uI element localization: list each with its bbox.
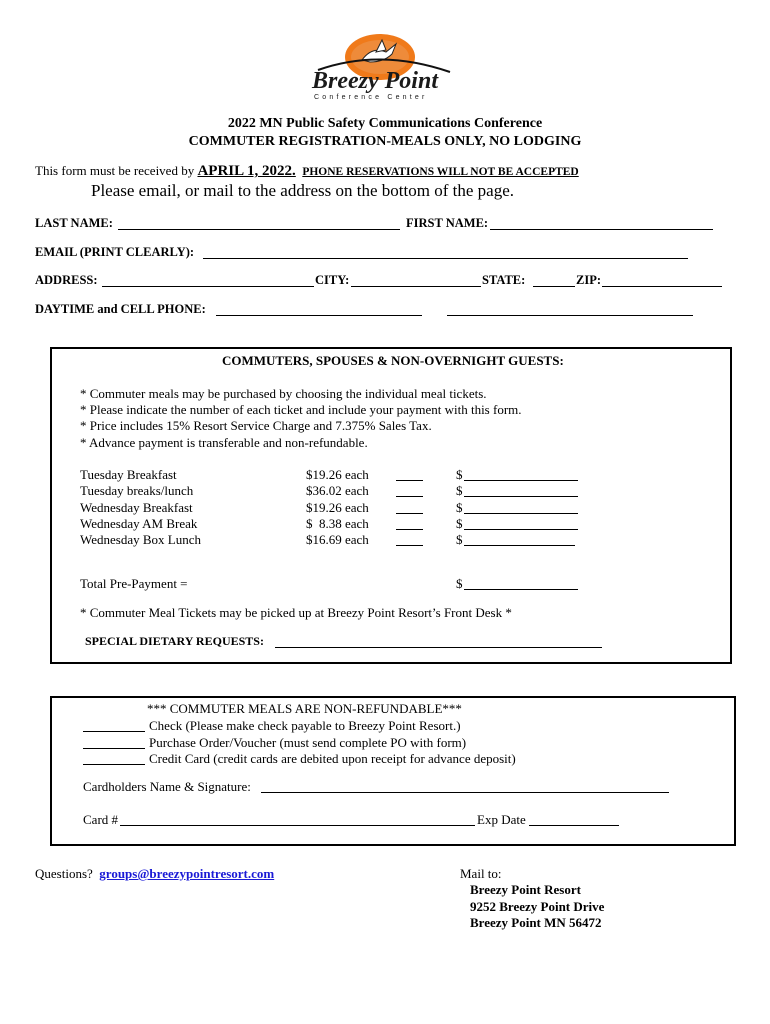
meal-amount-field[interactable]	[464, 516, 578, 530]
last-name-field[interactable]	[118, 216, 400, 230]
meal-qty-field[interactable]	[396, 532, 423, 546]
daytime-phone-field[interactable]	[216, 302, 422, 316]
meal-name: Wednesday Breakfast	[80, 500, 193, 515]
credit-card-option-blank[interactable]	[83, 751, 145, 765]
meal-name: Wednesday Box Lunch	[80, 532, 201, 547]
meal-bullet: * Price includes 15% Resort Service Charge and 7.375% Sales Tax.	[80, 418, 432, 433]
cell-phone-field[interactable]	[447, 302, 693, 316]
exp-date-label: Exp Date	[477, 812, 526, 827]
last-name-label: LAST NAME:	[35, 216, 113, 230]
meal-qty-field[interactable]	[396, 500, 423, 514]
meal-name: Tuesday Breakfast	[80, 467, 177, 482]
address-field[interactable]	[102, 273, 314, 287]
phone-label: DAYTIME and CELL PHONE:	[35, 302, 206, 316]
phone-notice: PHONE RESERVATIONS WILL NOT BE ACCEPTED	[302, 166, 579, 178]
deadline-notice	[35, 163, 579, 180]
city-label: CITY:	[315, 273, 350, 287]
meal-dollar: $	[456, 532, 463, 547]
credit-card-option-label: Credit Card (credit cards are debited upon receipt for advance deposit)	[149, 751, 516, 766]
total-amount-field[interactable]	[464, 576, 578, 590]
mail-address-line: 9252 Breezy Point Drive	[470, 899, 605, 914]
po-option-blank[interactable]	[83, 735, 145, 749]
mail-address-line: Breezy Point Resort	[470, 882, 581, 897]
meal-amount-field[interactable]	[464, 532, 575, 546]
email-field[interactable]	[203, 245, 688, 259]
form-title: COMMUTER REGISTRATION-MEALS ONLY, NO LODGING	[188, 134, 582, 149]
meal-price: $19.26 each	[306, 500, 369, 515]
zip-field[interactable]	[602, 273, 722, 287]
meals-box-heading: COMMUTERS, SPOUSES & NON-OVERNIGHT GUESTS:	[222, 353, 564, 368]
address-label: ADDRESS:	[35, 273, 98, 287]
total-dollar: $	[456, 576, 463, 591]
meal-dollar: $	[456, 516, 463, 531]
meal-dollar: $	[456, 500, 463, 515]
zip-label: ZIP:	[576, 273, 601, 287]
meal-bullet: * Please indicate the number of each ticket and include your payment with this form.	[80, 402, 522, 417]
meal-price: $16.69 each	[306, 532, 369, 547]
card-number-label: Card #	[83, 812, 119, 827]
state-label: STATE:	[482, 273, 526, 287]
meal-amount-field[interactable]	[464, 467, 578, 481]
meal-price: $19.26 each	[306, 467, 369, 482]
card-number-field[interactable]	[120, 812, 475, 826]
dietary-field[interactable]	[275, 634, 602, 648]
breezy-point-logo-graphic	[300, 30, 460, 102]
check-option-blank[interactable]	[83, 718, 145, 732]
deadline-pre: This form must be received by	[35, 163, 195, 178]
po-option-label: Purchase Order/Voucher (must send complete PO with form)	[149, 735, 467, 750]
first-name-field[interactable]	[490, 216, 713, 230]
meal-qty-field[interactable]	[396, 483, 423, 497]
logo-name: Breezy Point	[312, 68, 438, 94]
meal-dollar: $	[456, 483, 463, 498]
email-mail-instruction: Please email, or mail to the address on the bottom of the page.	[91, 181, 514, 200]
exp-date-field[interactable]	[529, 812, 619, 826]
state-field[interactable]	[533, 273, 575, 287]
email-label: EMAIL (PRINT CLEARLY):	[35, 245, 195, 259]
questions-label: Questions?	[35, 866, 93, 881]
meal-dollar: $	[456, 467, 463, 482]
meal-price: $36.02 each	[306, 483, 369, 498]
questions-line	[35, 866, 274, 882]
resort-logo	[300, 30, 460, 102]
mail-to-label: Mail to:	[460, 866, 502, 881]
logo-subtitle: Conference Center	[314, 94, 428, 101]
meal-amount-field[interactable]	[464, 483, 578, 497]
deadline-date: APRIL 1, 2022.	[197, 163, 296, 179]
first-name-label: FIRST NAME:	[406, 216, 489, 230]
dietary-label: SPECIAL DIETARY REQUESTS:	[85, 634, 264, 648]
contact-email-link[interactable]: groups@breezypointresort.com	[99, 866, 275, 881]
meal-qty-field[interactable]	[396, 467, 423, 481]
cardholder-field[interactable]	[261, 779, 669, 793]
city-field[interactable]	[351, 273, 481, 287]
meal-price: $ 8.38 each	[306, 516, 369, 531]
meal-name: Tuesday breaks/lunch	[80, 483, 194, 498]
meal-qty-field[interactable]	[396, 516, 423, 530]
mail-address-line: Breezy Point MN 56472	[470, 915, 602, 930]
meal-bullet: * Advance payment is transferable and non-refundable.	[80, 435, 368, 450]
meal-name: Wednesday AM Break	[80, 516, 198, 531]
conference-title: 2022 MN Public Safety Communications Conference	[227, 116, 543, 131]
total-label: Total Pre-Payment =	[80, 576, 188, 591]
payment-heading: *** COMMUTER MEALS ARE NON-REFUNDABLE***	[147, 701, 462, 716]
cardholder-label: Cardholders Name & Signature:	[83, 779, 251, 794]
meal-amount-field[interactable]	[464, 500, 578, 514]
check-option-label: Check (Please make check payable to Breezy Point Resort.)	[149, 718, 461, 733]
pickup-note: * Commuter Meal Tickets may be picked up at Breezy Point Resort’s Front Desk *	[80, 605, 512, 620]
meal-bullet: * Commuter meals may be purchased by choosing the individual meal tickets.	[80, 386, 487, 401]
